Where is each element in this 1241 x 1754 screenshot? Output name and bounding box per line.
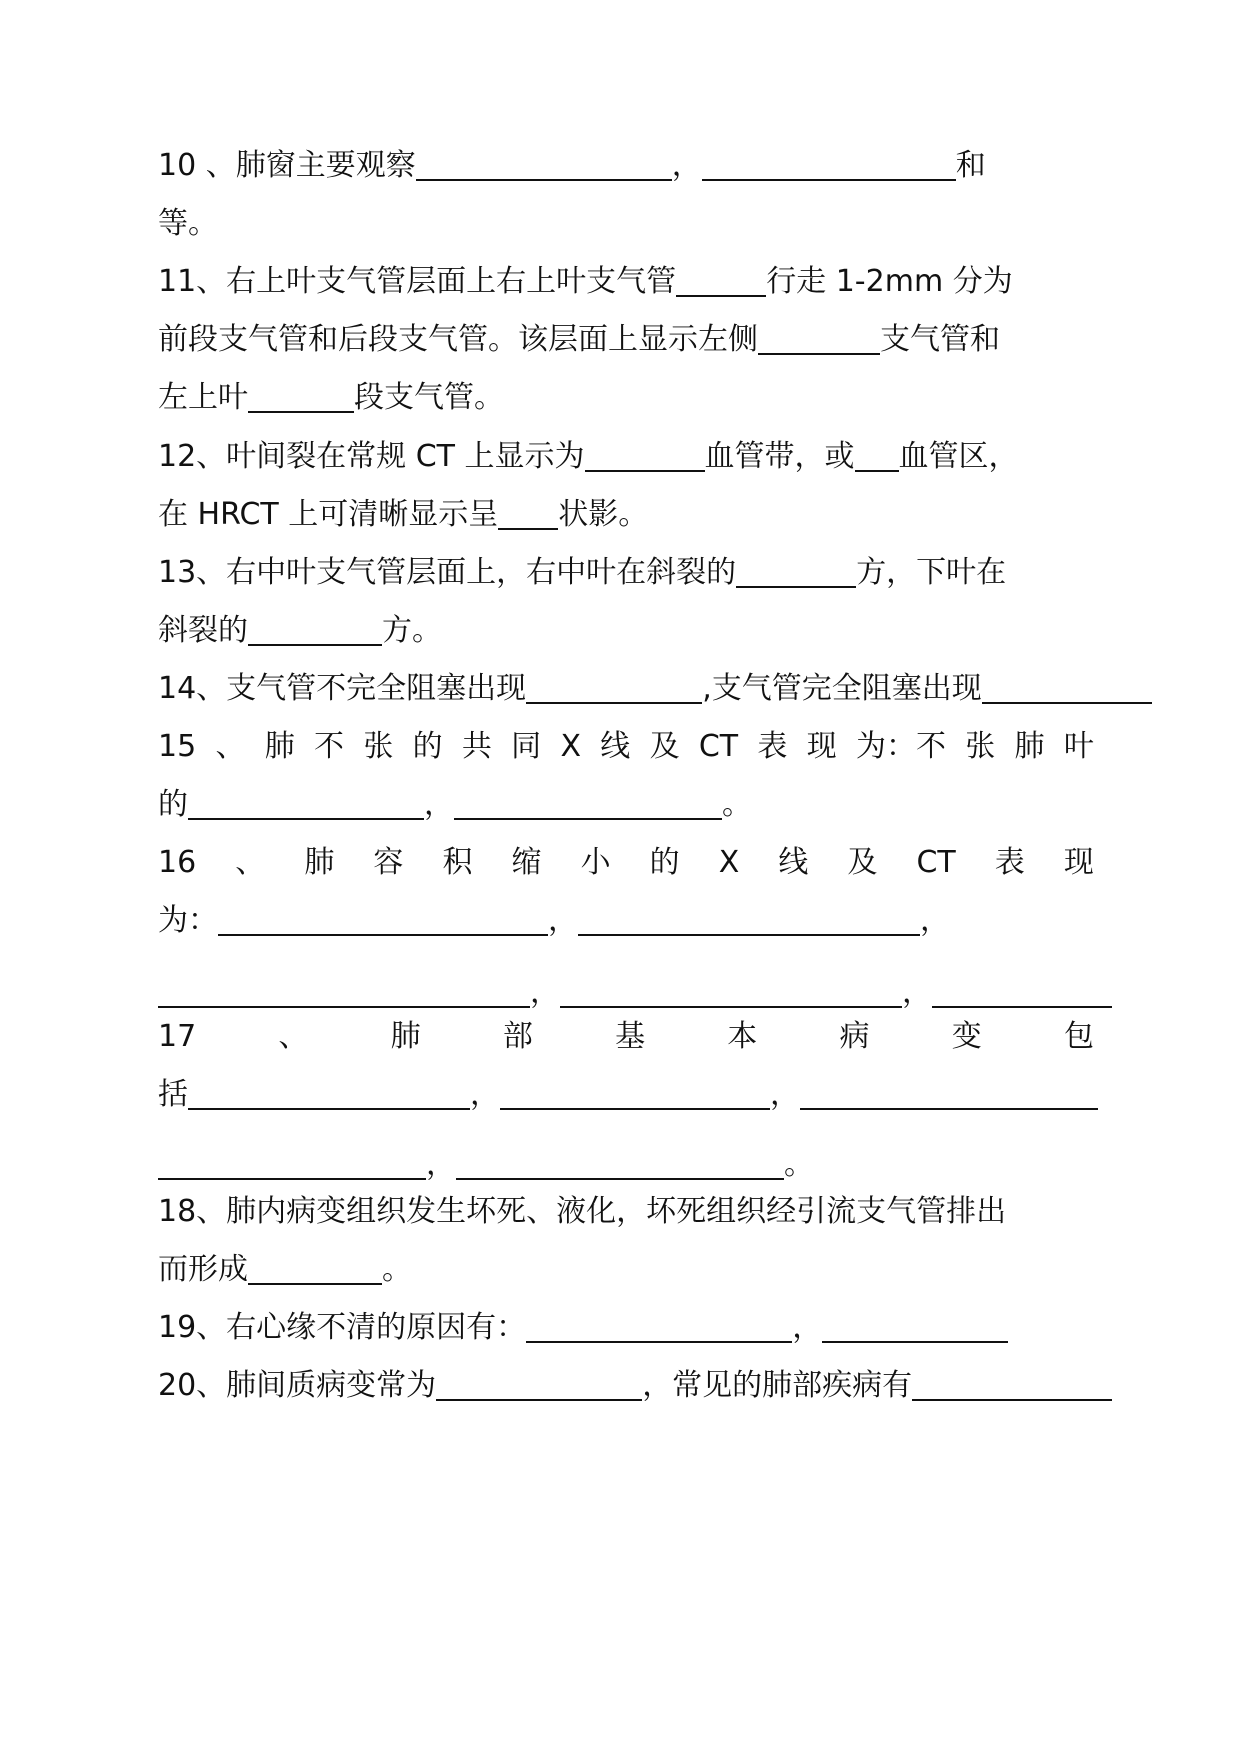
question-text: 线	[778, 845, 809, 880]
question-text: 现	[1063, 845, 1094, 880]
question-text: 病	[839, 1019, 870, 1054]
question-text: 14、支气管不完全阻塞出现	[158, 671, 527, 706]
question-text: ，	[470, 1077, 500, 1112]
answer-blank[interactable]	[585, 436, 705, 472]
answer-blank[interactable]	[932, 972, 1112, 1008]
answer-blank[interactable]	[676, 261, 766, 297]
question-text: CT	[916, 845, 956, 880]
question-text: 、	[235, 845, 266, 880]
answer-blank[interactable]	[855, 436, 899, 472]
question-text: 17	[158, 1019, 197, 1054]
answer-blank[interactable]	[912, 1365, 1112, 1401]
question-text: 表	[757, 729, 788, 764]
question-text: 共	[461, 729, 492, 764]
question-text: 容	[373, 845, 404, 880]
question-text: 支气管和	[880, 322, 1000, 357]
question-text: 肺	[390, 1019, 421, 1054]
question-12-line-1	[158, 428, 1019, 486]
question-text: 血管带，或	[704, 439, 855, 474]
question-15-line-1	[158, 718, 1094, 776]
question-text: 同	[511, 729, 542, 764]
question-20-line-1	[158, 1357, 1112, 1415]
question-text: ,支气管完全阻塞出现	[702, 671, 982, 706]
question-text: 的	[649, 845, 680, 880]
question-text: 基	[615, 1019, 646, 1054]
question-text: 斜裂的	[158, 613, 248, 648]
question-14-line-1	[158, 660, 1152, 718]
question-text: 段支气管。	[354, 380, 504, 415]
question-text: ，	[424, 787, 454, 822]
question-16-line-2	[158, 892, 950, 950]
question-text: 包	[1063, 1019, 1094, 1054]
question-text: 19、右心缘不清的原因有：	[158, 1310, 527, 1345]
question-text: 。	[722, 787, 752, 822]
question-text: 16	[158, 845, 197, 880]
question-text: 和	[955, 148, 986, 183]
question-text: 变	[951, 1019, 982, 1054]
answer-blank[interactable]	[188, 1074, 470, 1110]
question-text: 11、右上叶支气管层面上右上叶支气管	[158, 264, 677, 299]
answer-blank[interactable]	[454, 784, 722, 820]
question-text: 部	[502, 1019, 533, 1054]
question-text: 而形成	[158, 1252, 248, 1287]
question-text: 18、肺内病变组织发生坏死、液化，坏死组织经引流支气管排出	[158, 1194, 1007, 1229]
question-13-line-1	[158, 544, 1006, 602]
question-text: 现	[806, 729, 837, 764]
answer-blank[interactable]	[188, 784, 424, 820]
question-13-line-2	[158, 602, 442, 660]
question-text: 的	[412, 729, 443, 764]
question-text: 状影。	[558, 497, 649, 532]
question-text: X	[560, 729, 581, 764]
answer-blank[interactable]	[248, 610, 382, 646]
question-text: CT	[698, 729, 739, 764]
question-16-line-1	[158, 834, 1094, 892]
question-text: X	[718, 845, 740, 880]
question-text: 在 HRCT 上可清晰显示呈	[158, 497, 499, 532]
question-text: 方，下叶在	[856, 555, 1007, 590]
answer-blank[interactable]	[248, 1249, 382, 1285]
question-18-line-1	[158, 1183, 1006, 1241]
answer-blank[interactable]	[560, 972, 902, 1008]
question-15-line-2	[158, 776, 752, 834]
question-text: 张	[363, 729, 394, 764]
question-text: 为：不	[855, 729, 946, 764]
question-text: 、	[215, 729, 246, 764]
question-text: 及	[847, 845, 878, 880]
question-text: 前段支气管和后段支气管。该层面上显示左侧	[158, 322, 758, 357]
question-12-line-2	[158, 486, 648, 544]
question-text: 血管区，	[898, 439, 1019, 474]
question-text: 张	[965, 729, 996, 764]
question-text: 行走 1-2mm 分为	[766, 264, 1013, 299]
answer-blank[interactable]	[218, 900, 548, 936]
answer-blank[interactable]	[248, 377, 354, 413]
question-18-line-2	[158, 1241, 412, 1299]
question-text: 本	[727, 1019, 758, 1054]
question-text: 肺	[304, 845, 335, 880]
question-17-line-2	[158, 1066, 1098, 1124]
question-text: 肺	[264, 729, 295, 764]
question-text: 为：	[158, 903, 218, 938]
question-text: 10 、肺窗主要观察	[158, 148, 416, 183]
question-text: ，	[902, 975, 932, 1010]
question-text: 括	[158, 1077, 188, 1112]
question-text: 15	[158, 729, 197, 764]
answer-blank[interactable]	[578, 900, 920, 936]
answer-blank[interactable]	[498, 494, 558, 530]
question-text: ，	[920, 903, 950, 938]
question-text: ，常见的肺部疾病有	[642, 1368, 913, 1403]
question-text: 12、叶间裂在常规 CT 上显示为	[158, 439, 585, 474]
answer-blank[interactable]	[800, 1074, 1098, 1110]
question-text: ，	[426, 1147, 456, 1182]
answer-blank[interactable]	[526, 668, 702, 704]
question-text: 积	[442, 845, 473, 880]
question-text: 。	[784, 1147, 814, 1182]
question-text: ，	[770, 1077, 800, 1112]
answer-blank[interactable]	[982, 668, 1152, 704]
question-11-line-2	[158, 311, 1000, 369]
question-11-line-1	[158, 253, 1013, 311]
question-text: 方。	[382, 613, 442, 648]
question-text: 、	[278, 1019, 309, 1054]
question-text: 线	[600, 729, 631, 764]
answer-blank[interactable]	[526, 1307, 792, 1343]
question-text: 。	[382, 1252, 412, 1287]
answer-blank[interactable]	[822, 1307, 1008, 1343]
question-text: 13、右中叶支气管层面上，右中叶在斜裂的	[158, 555, 737, 590]
question-text: ，	[548, 903, 578, 938]
question-text: 左上叶	[158, 380, 248, 415]
question-text: ，	[530, 975, 560, 1010]
question-10-line-2	[158, 195, 218, 253]
answer-blank[interactable]	[158, 972, 530, 1008]
answer-blank[interactable]	[456, 1144, 784, 1180]
question-text: 及	[649, 729, 680, 764]
question-text: 小	[580, 845, 611, 880]
question-text: ，	[671, 148, 702, 183]
question-text: 肺	[1014, 729, 1045, 764]
question-text: 等。	[158, 206, 218, 241]
question-19-line-1	[158, 1299, 1008, 1357]
answer-blank[interactable]	[736, 552, 856, 588]
answer-blank[interactable]	[436, 1365, 642, 1401]
question-text: 20、肺间质病变常为	[158, 1368, 437, 1403]
question-text: 缩	[511, 845, 542, 880]
question-text: ，	[792, 1310, 823, 1345]
answer-blank[interactable]	[500, 1074, 770, 1110]
question-text: 不	[314, 729, 345, 764]
question-10-line-1	[158, 137, 986, 195]
question-11-line-3	[158, 369, 504, 427]
answer-blank[interactable]	[758, 319, 880, 355]
question-17-line-1	[158, 1008, 1094, 1066]
answer-blank[interactable]	[416, 145, 672, 181]
answer-blank[interactable]	[158, 1144, 426, 1180]
question-text: 的	[158, 787, 188, 822]
question-text: 叶	[1063, 729, 1094, 764]
answer-blank[interactable]	[702, 145, 956, 181]
question-text: 表	[994, 845, 1025, 880]
